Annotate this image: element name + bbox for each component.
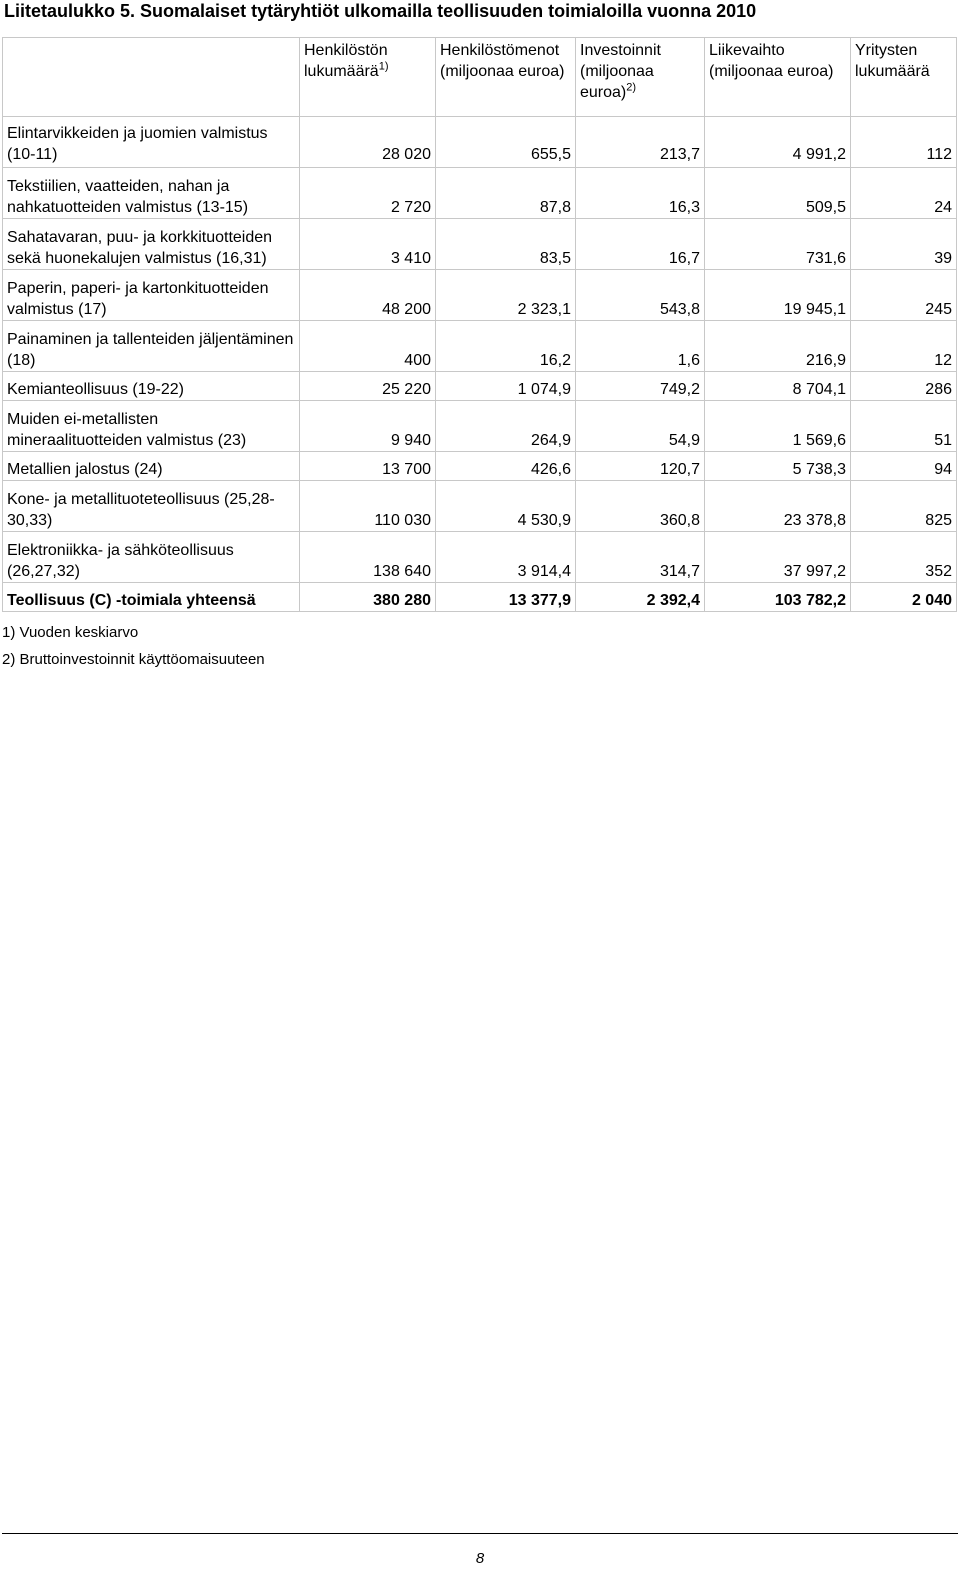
table-row [3,481,957,532]
cell-liikevaihto: 37 997,2 [705,532,851,583]
cell-henkilosto: 13 700 [300,452,436,481]
cell-investoinnit: 54,9 [576,401,705,452]
table-row [3,452,957,481]
table-total-row [3,583,957,612]
cell-henkilostomenot: 2 323,1 [436,270,576,321]
row-label: Metallien jalostus (24) [3,452,300,481]
table-row [3,219,957,270]
total-yritykset: 2 040 [851,583,957,612]
row-label: Kone- ja metallituoteteollisuus (25,28-30,33) [3,481,300,532]
table-row [3,401,957,452]
table-header-row [3,38,957,117]
table-row [3,372,957,401]
table-row [3,532,957,583]
cell-henkilostomenot: 83,5 [436,219,576,270]
cell-henkilostomenot: 3 914,4 [436,532,576,583]
row-label: Paperin, paperi- ja kartonkituotteiden valmistus (17) [3,270,300,321]
cell-investoinnit: 16,7 [576,219,705,270]
cell-investoinnit: 543,8 [576,270,705,321]
cell-henkilosto: 25 220 [300,372,436,401]
cell-henkilosto: 28 020 [300,117,436,168]
cell-investoinnit: 120,7 [576,452,705,481]
cell-henkilosto: 110 030 [300,481,436,532]
footnote-1: 1) Vuoden keskiarvo [2,624,139,641]
cell-yritykset: 825 [851,481,957,532]
total-liikevaihto: 103 782,2 [705,583,851,612]
cell-henkilostomenot: 426,6 [436,452,576,481]
cell-investoinnit: 749,2 [576,372,705,401]
cell-investoinnit: 1,6 [576,321,705,372]
cell-henkilosto: 48 200 [300,270,436,321]
cell-henkilostomenot: 16,2 [436,321,576,372]
data-table [2,37,957,612]
cell-liikevaihto: 19 945,1 [705,270,851,321]
cell-liikevaihto: 731,6 [705,219,851,270]
header-henkilostomenot: Henkilöstömenot (miljoonaa euroa) [436,38,576,117]
total-investoinnit: 2 392,4 [576,583,705,612]
table-row [3,270,957,321]
cell-yritykset: 112 [851,117,957,168]
row-label: Tekstiilien, vaatteiden, nahan ja nahkatuotteiden valmistus (13-15) [3,168,300,219]
table-row [3,117,957,168]
cell-yritykset: 352 [851,532,957,583]
page-title: Liitetaulukko 5. Suomalaiset tytäryhtiöt ulkomailla teollisuuden toimialoilla vuonna 2010 [4,1,757,21]
header-corner [3,38,300,117]
cell-yritykset: 39 [851,219,957,270]
cell-henkilostomenot: 655,5 [436,117,576,168]
row-label: Elintarvikkeiden ja juomien valmistus (10-11) [3,117,300,168]
cell-henkilosto: 3 410 [300,219,436,270]
cell-investoinnit: 16,3 [576,168,705,219]
cell-investoinnit: 360,8 [576,481,705,532]
footer-rule [2,1533,958,1534]
header-henkiloston-lukumaara: Henkilöstön lukumäärä$^{1)}$ [300,38,436,117]
total-label: Teollisuus (C) -toimiala yhteensä [3,583,300,612]
cell-yritykset: 286 [851,372,957,401]
cell-liikevaihto: 23 378,8 [705,481,851,532]
cell-yritykset: 51 [851,401,957,452]
cell-yritykset: 24 [851,168,957,219]
cell-henkilostomenot: 87,8 [436,168,576,219]
cell-investoinnit: 213,7 [576,117,705,168]
table-row [3,321,957,372]
header-liikevaihto: Liikevaihto (miljoonaa euroa) [705,38,851,117]
cell-liikevaihto: 216,9 [705,321,851,372]
cell-liikevaihto: 8 704,1 [705,372,851,401]
row-label: Muiden ei-metallisten mineraalituotteiden valmistus (23) [3,401,300,452]
cell-yritykset: 245 [851,270,957,321]
table-row [3,168,957,219]
total-henkilosto: 380 280 [300,583,436,612]
cell-liikevaihto: 1 569,6 [705,401,851,452]
total-henkilostomenot: 13 377,9 [436,583,576,612]
cell-investoinnit: 314,7 [576,532,705,583]
cell-liikevaihto: 5 738,3 [705,452,851,481]
cell-henkilostomenot: 264,9 [436,401,576,452]
cell-henkilosto: 138 640 [300,532,436,583]
page-number: 8 [475,1550,485,1567]
footnote-2: 2) Bruttoinvestoinnit käyttöomaisuuteen [2,651,265,668]
cell-henkilostomenot: 1 074,9 [436,372,576,401]
cell-liikevaihto: 4 991,2 [705,117,851,168]
cell-henkilosto: 400 [300,321,436,372]
row-label: Painaminen ja tallenteiden jäljentäminen (18) [3,321,300,372]
cell-yritykset: 94 [851,452,957,481]
cell-henkilostomenot: 4 530,9 [436,481,576,532]
cell-henkilosto: 9 940 [300,401,436,452]
row-label: Sahatavaran, puu- ja korkkituotteiden sekä huonekalujen valmistus (16,31) [3,219,300,270]
header-yritysten-lukumaara: Yritysten lukumäärä [851,38,957,117]
row-label: Kemianteollisuus (19-22) [3,372,300,401]
header-investoinnit: Investoinnit (miljoonaa euroa)$^{2)}$ [576,38,705,117]
cell-yritykset: 12 [851,321,957,372]
row-label: Elektroniikka- ja sähköteollisuus (26,27,32) [3,532,300,583]
cell-liikevaihto: 509,5 [705,168,851,219]
cell-henkilosto: 2 720 [300,168,436,219]
